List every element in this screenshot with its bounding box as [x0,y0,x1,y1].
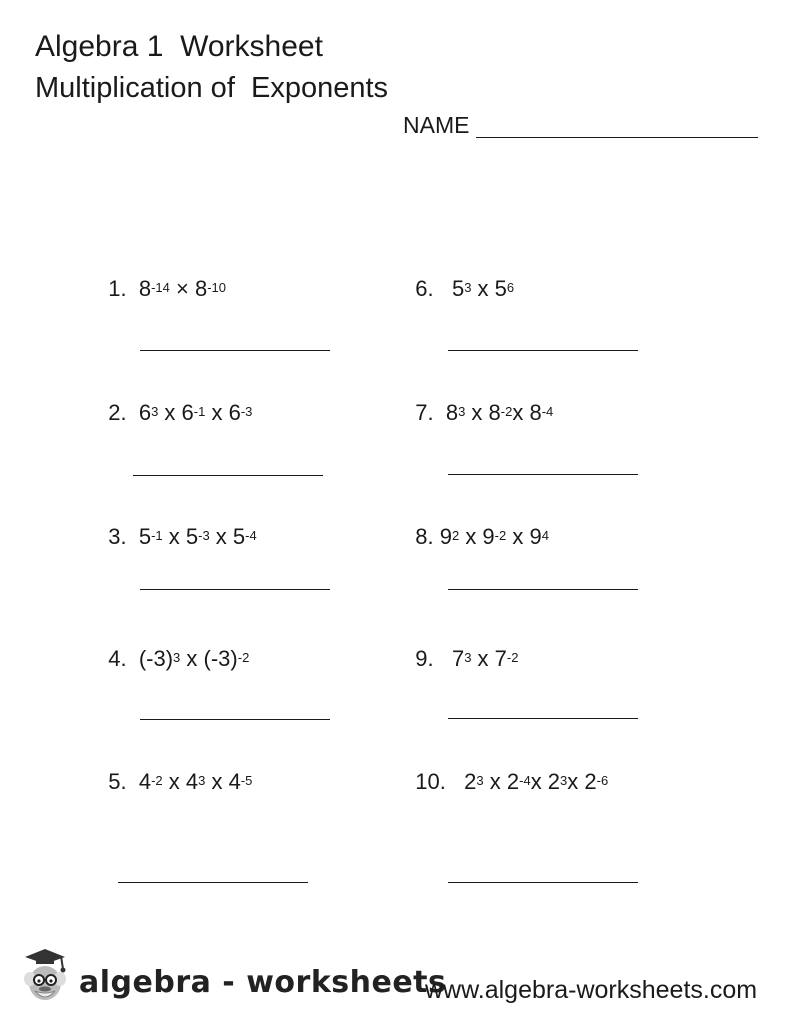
term-base: x 2 [567,769,597,794]
problem-5 [96,749,252,793]
term-base: x 5 [209,524,246,549]
term-exponent: 3 [560,773,568,788]
problem-expression [139,400,253,425]
term-base: 2 [464,769,477,794]
term-base: x 5 [471,276,507,301]
term-base: x 7 [471,646,507,671]
term-base: 5 [138,524,152,549]
problem-9 [403,626,518,670]
problem-number: 3. [108,524,127,549]
term-exponent: -4 [245,528,257,543]
problem-expression [139,524,257,549]
problem-expression [464,769,608,794]
problem-1 [96,256,226,300]
answer-line-3[interactable] [140,589,330,590]
term-exponent: -2 [237,650,250,665]
term-exponent: -2 [494,528,507,543]
problem-number: 5. [108,769,127,794]
answer-line-1[interactable] [140,350,330,351]
term-exponent: 2 [451,528,460,543]
term-base: × [169,276,195,301]
term-exponent: 4 [541,528,549,543]
term-exponent: -6 [596,773,609,788]
problem-number: 1. [108,276,127,301]
term-exponent: -4 [541,404,554,419]
answer-line-4[interactable] [140,719,330,720]
answer-line-5[interactable] [118,882,308,883]
term-base: x 2 [483,769,520,794]
term-base: x 6 [158,400,194,425]
problem-number: 10. [415,769,446,794]
term-base: x 4 [162,769,199,794]
term-base: 5 [451,276,465,301]
term-exponent: -3 [240,404,253,419]
problem-4 [96,626,249,670]
problem-expression [452,646,519,671]
answer-line-10[interactable] [448,882,638,883]
term-exponent: -14 [151,280,170,295]
term-exponent: 6 [506,280,515,295]
answer-line-9[interactable] [448,718,638,719]
professor-mascot-icon [15,945,77,1007]
term-base: 8 [138,276,152,301]
term-base: x 5 [162,524,199,549]
term-exponent: -1 [151,528,163,543]
term-exponent: -3 [198,528,210,543]
term-exponent: 3 [476,773,484,788]
name-field[interactable] [403,112,758,142]
term-exponent: -2 [506,650,519,665]
term-base: x 2 [530,769,561,794]
term-base: 8 [194,276,208,301]
problem-number: 6. [415,276,434,301]
term-base: x 8 [512,400,542,425]
answer-line-8[interactable] [448,589,638,590]
term-exponent: -10 [207,280,226,295]
site-url-link[interactable]: www.algebra-worksheets.com [425,976,758,1004]
term-exponent: -2 [151,773,163,788]
term-exponent: 3 [198,773,206,788]
term-exponent: -4 [519,773,531,788]
problem-10 [403,749,608,793]
term-base: 4 [138,769,152,794]
problem-expression [139,276,226,301]
problem-number: 8. [415,524,434,549]
problem-2 [96,380,252,424]
worksheet-subtitle: Multiplication of Exponents [35,72,389,104]
term-exponent: -1 [193,404,206,419]
term-base: 9 [439,524,452,549]
answer-line-7[interactable] [448,474,638,475]
problem-3 [96,504,257,548]
problem-number: 7. [415,400,434,425]
term-exponent: 3 [464,280,472,295]
answer-line-2[interactable] [133,475,323,476]
term-base: x 4 [205,769,241,794]
term-base: 7 [451,646,465,671]
term-base: x 6 [205,400,241,425]
term-exponent: 3 [151,404,159,419]
term-exponent: 3 [173,650,181,665]
term-exponent: 3 [458,404,466,419]
problem-number: 2. [108,400,127,425]
term-exponent: -2 [500,404,513,419]
problem-expression [452,276,514,301]
term-base: 6 [138,400,152,425]
problem-number: 9. [415,646,434,671]
term-exponent: -5 [240,773,253,788]
problem-8 [403,504,549,548]
name-label: NAME [403,112,470,138]
problem-expression [139,769,253,794]
name-underline [476,137,758,138]
problem-7 [403,380,553,424]
worksheet-title: Algebra 1 Worksheet [35,30,323,63]
term-base: x 9 [506,524,542,549]
problem-6 [403,256,514,300]
problem-expression [440,524,549,549]
term-base: (-3) [138,646,174,671]
problem-expression [139,646,249,671]
term-base: 8 [445,400,459,425]
term-base: x 9 [459,524,495,549]
term-base: x (-3) [180,646,238,671]
logo-text: algebra - worksheets [79,965,447,1000]
term-base: x 8 [465,400,501,425]
answer-line-6[interactable] [448,350,638,351]
problem-expression [446,400,553,425]
site-logo [15,945,447,1007]
term-exponent: 3 [464,650,472,665]
problem-number: 4. [108,646,127,671]
